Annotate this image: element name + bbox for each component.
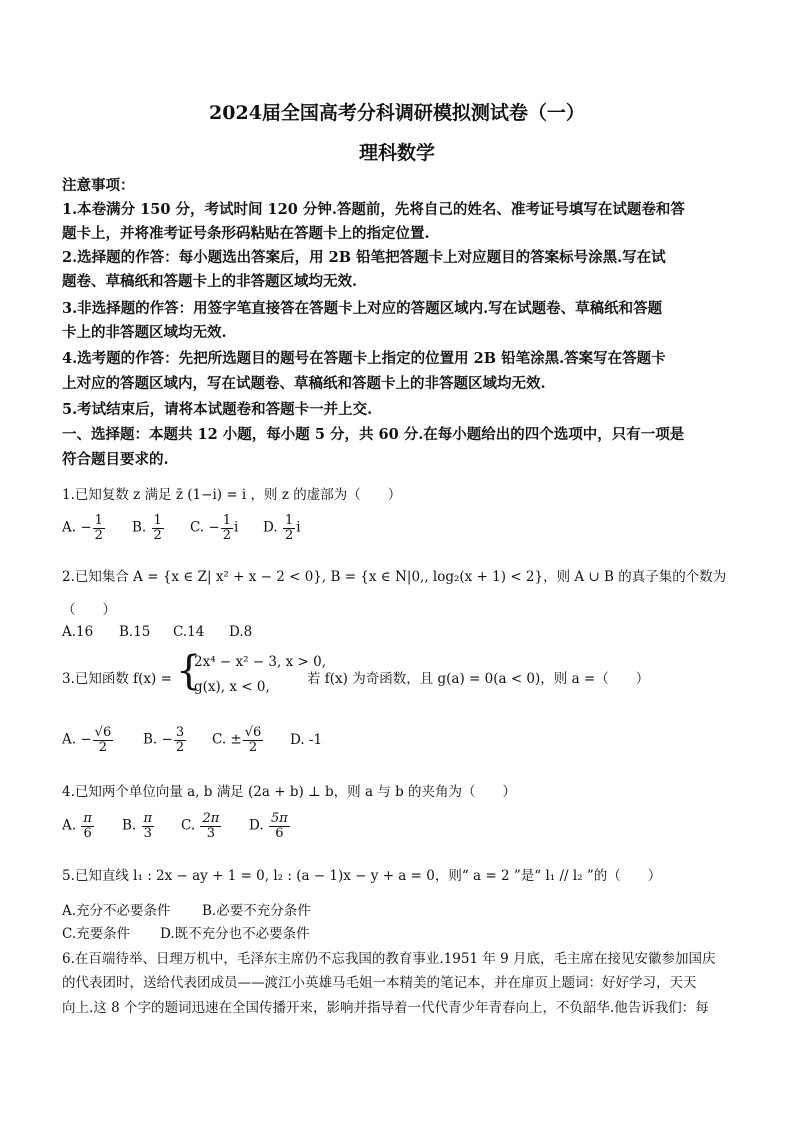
q1-d-fraction <box>283 514 295 542</box>
q1-d-den: 2 <box>284 527 294 543</box>
q4-c-den: 3 <box>206 825 215 841</box>
q1-a-den: 2 <box>94 527 103 543</box>
q4-option-a <box>62 812 95 840</box>
q2-option-b: B.15 <box>119 624 151 640</box>
q3-a-num: √6 <box>94 725 112 740</box>
q4-option-b <box>122 812 155 840</box>
q4-c-num: 2π <box>202 811 220 826</box>
q1-c-suffix: i <box>234 519 239 536</box>
question-5-stem: 5.已知直线 l₁ : 2x − ay + 1 = 0, l₂ : (a − 1)x − y + a = 0，则“ a = 2 ”是“ l₁ // l₂ ”的（ ） <box>62 868 662 884</box>
question-2-paren: （ ） <box>62 602 116 618</box>
q2-option-a: A.16 <box>62 624 94 640</box>
note-line: 5.考试结束后，请将本试题卷和答题卡一并上交. <box>62 401 373 418</box>
q3-option-c <box>212 726 264 754</box>
q3-c-label: C. ± <box>212 731 242 748</box>
q3-option-b <box>143 726 187 754</box>
q3-c-num: √6 <box>244 725 262 740</box>
q1-d-num: 1 <box>284 513 294 528</box>
q1-c-num: 1 <box>222 513 232 528</box>
q1-b-num: 1 <box>153 513 162 528</box>
q3-case-1: 2x⁴ − x² − 3, x > 0, <box>194 654 326 670</box>
notes-heading: 注意事项： <box>62 177 135 194</box>
question-1-stem: 1.已知复数 z 满足 z̄ (1−i) = i ，则 z 的虚部为（ ） <box>62 487 402 503</box>
q3-a-label: A. − <box>62 731 92 748</box>
note-line: 2.选择题的作答：每小题选出答案后，用 2B 铅笔把答题卡上对应题目的答案标号涂黑.写在试 <box>62 249 666 266</box>
q4-option-c <box>181 812 222 840</box>
q1-option-a <box>62 514 106 542</box>
q3-a-den: 2 <box>98 739 108 755</box>
q4-c-label: C. <box>181 817 196 834</box>
q3-c-fraction <box>243 726 264 754</box>
q3-b-num: 3 <box>175 725 185 740</box>
q4-b-fraction <box>142 812 155 840</box>
q5-option-a: A.充分不必要条件 <box>62 903 171 919</box>
q1-c-label: C. − <box>190 519 220 536</box>
q1-b-fraction <box>152 514 164 542</box>
q1-d-label: D. <box>263 519 278 536</box>
q3-c-den: 2 <box>248 739 258 755</box>
question-6-line: 6.在百端待举、日理万机中，毛泽东主席仍不忘我国的教育事业.1951 年 9 月底，毛主席在接见安徽参加国庆 <box>62 951 716 967</box>
question-4-stem: 4.已知两个单位向量 a, b 满足 (2a + b) ⊥ b，则 a 与 b 的夹角为（ ） <box>62 784 517 800</box>
question-3-prefix: 3.已知函数 f(x) = <box>62 671 172 687</box>
q4-a-label: A. <box>62 817 77 834</box>
q4-b-label: B. <box>122 817 137 834</box>
note-line: 题卷、草稿纸和答题卡上的非答题区域均无效. <box>62 273 358 290</box>
q3-b-label: B. − <box>143 731 173 748</box>
q4-d-den: 6 <box>275 825 284 841</box>
question-6-line: 向上.这 8 个字的题词迅速在全国传播开来，影响并指导着一代代青少年青春向上，不负韶华.他告诉我们：每 <box>62 1000 709 1016</box>
q4-b-num: π <box>143 811 153 826</box>
q4-d-label: D. <box>249 817 264 834</box>
note-line: 题卡上，并将准考证号条形码粘贴在答题卡上的指定位置. <box>62 225 430 242</box>
q3-b-den: 2 <box>175 739 185 755</box>
q1-option-b <box>132 514 165 542</box>
q4-a-fraction <box>81 812 94 840</box>
q1-b-den: 2 <box>153 527 162 543</box>
q4-b-den: 3 <box>143 825 152 841</box>
q3-a-fraction <box>93 726 114 754</box>
note-line: 卡上的非答题区域均无效. <box>62 324 227 341</box>
q5-option-c: C.充要条件 <box>62 926 131 942</box>
note-line: 上对应的答题区域内，写在试题卷、草稿纸和答题卡上的非答题区域均无效. <box>62 375 546 392</box>
q3-option-d: D. -1 <box>290 732 323 748</box>
q1-d-suffix: i <box>296 519 301 536</box>
note-line: 1.本卷满分 150 分，考试时间 120 分钟.答题前，先将自己的姓名、准考证号填写在试题卷和答 <box>62 201 685 218</box>
question-3-suffix: 若 f(x) 为奇函数，且 g(a) = 0(a < 0)，则 a =（ ） <box>307 671 650 687</box>
question-2-stem: 2.已知集合 A = {x ∈ Z| x² + x − 2 < 0}, B = {x ∈ N|0,, log₂(x + 1) < 2}，则 A ∪ B 的真子集的个数为 <box>62 569 727 585</box>
q1-a-num: 1 <box>94 513 103 528</box>
q3-b-fraction <box>174 726 186 754</box>
q4-a-den: 6 <box>83 825 92 841</box>
q5-option-b: B.必要不充分条件 <box>202 903 311 919</box>
q5-option-d: D.既不充分也不必要条件 <box>160 926 310 942</box>
q1-option-d <box>263 514 301 542</box>
q1-c-den: 2 <box>222 527 232 543</box>
q4-c-fraction <box>200 812 221 840</box>
exam-subtitle: 理科数学 <box>358 142 435 164</box>
q1-b-label: B. <box>132 519 147 536</box>
q3-option-a <box>62 726 114 754</box>
exam-title: 2024届全国高考分科调研模拟测试卷（一） <box>209 102 585 124</box>
q1-a-fraction <box>93 514 105 542</box>
note-line: 3.非选择题的作答：用签字笔直接答在答题卡上对应的答题区域内.写在试题卷、草稿纸和答题 <box>62 300 663 317</box>
q4-option-d <box>249 812 291 840</box>
q1-c-fraction <box>221 514 233 542</box>
q3-case-2: g(x), x < 0, <box>194 679 270 695</box>
q4-d-num: 5π <box>270 811 288 826</box>
q1-a-label: A. − <box>62 519 92 536</box>
section-heading: 一、选择题：本题共 12 小题，每小题 5 分，共 60 分.在每小题给出的四个选项中，只有一项是 <box>62 426 685 443</box>
section-heading: 符合题目要求的. <box>62 451 169 468</box>
q2-option-c: C.14 <box>173 624 205 640</box>
q2-option-d: D.8 <box>229 624 253 640</box>
q4-a-num: π <box>83 811 92 826</box>
note-line: 4.选考题的作答：先把所选题目的题号在答题卡上指定的位置用 2B 铅笔涂黑.答案写在答题卡 <box>62 350 666 367</box>
q4-d-fraction <box>269 812 290 840</box>
question-6-line: 的代表团时，送给代表团成员——渡江小英雄马毛姐一本精美的笔记本，并在扉页上题词：好好学习，天天 <box>62 975 697 991</box>
q3-brace: { <box>176 648 202 694</box>
q1-option-c <box>190 514 238 542</box>
